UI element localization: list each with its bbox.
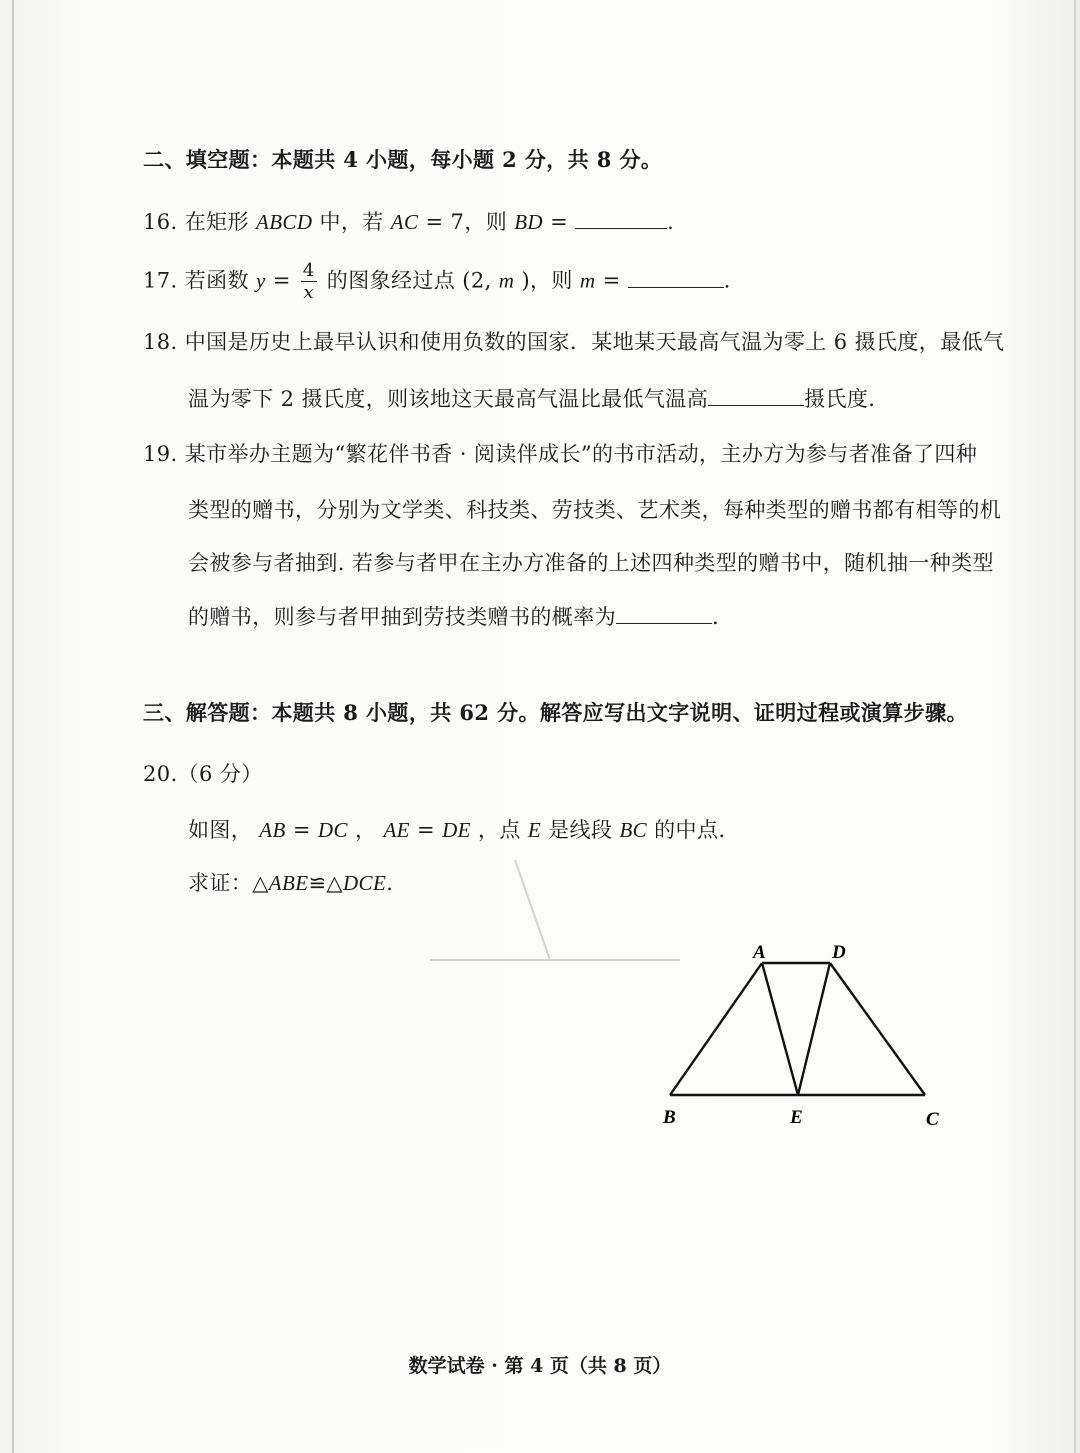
q19-line-2: 类型的赠书，分别为文学类、科技类、劳技类、艺术类，每种类型的赠书都有相等的机 — [188, 498, 1002, 522]
segment-dc — [830, 963, 925, 1095]
q20-var-ab: AB — [259, 818, 286, 842]
label-b: B — [663, 1107, 676, 1128]
q19-line-1: 某市举办主题为“繁花伴书香 · 阅读伴成长”的书市活动，主办方为参与者准备了四种 — [184, 442, 978, 466]
q20-cond-mid: ，点 — [477, 818, 521, 842]
q16-var-bd: BD — [514, 210, 543, 234]
q17-eq: = — [272, 268, 291, 293]
q20-sep: ， — [354, 818, 377, 842]
page-edge-right — [1074, 0, 1076, 1453]
q16-var-ac: AC — [390, 210, 419, 234]
q16-var-abcd: ABCD — [255, 210, 313, 234]
section-3-heading: 三、解答题：本题共 8 小题，共 62 分。解答应写出文字说明、证明过程或演算步骤。 — [143, 700, 968, 725]
label-e: E — [790, 1107, 803, 1128]
question-18-line-1 — [143, 326, 1004, 356]
q19-line-4b: . — [712, 605, 720, 629]
q17-text-pre: 若函数 — [184, 268, 249, 293]
q17-answer-blank[interactable] — [628, 269, 724, 288]
question-19-line-4 — [188, 601, 719, 631]
q18-answer-blank[interactable] — [708, 387, 804, 406]
label-a: A — [753, 942, 766, 963]
q17-text-mid: 的图象经过点 (2, — [326, 268, 492, 293]
q18-number: 18. — [143, 330, 178, 354]
q17-var-y: y — [255, 268, 266, 293]
q20-cond-end: 的中点. — [654, 818, 726, 842]
show-through-ray — [515, 860, 550, 960]
q16-answer-blank[interactable] — [575, 210, 667, 229]
q17-text-post: = — [602, 268, 621, 293]
page-edge-left — [12, 0, 14, 1453]
q19-line-3: 会被参与者抽到. 若参与者甲在主办方准备的上述四种类型的赠书中，随机抽一种类型 — [188, 551, 994, 575]
q20-number: 20.（6 分） — [143, 762, 263, 786]
q20-var-abe: ABE — [268, 871, 309, 895]
q17-fraction — [301, 262, 317, 302]
q20-prove — [188, 867, 393, 897]
q20-prove-pre: 求证：△ — [188, 871, 269, 895]
q20-eq-1: = — [292, 818, 311, 842]
q18-line-2b: 摄氏度. — [804, 387, 876, 411]
question-17 — [143, 262, 731, 302]
q17-end: . — [723, 268, 731, 293]
label-d: D — [832, 942, 846, 963]
q20-cong: ≌△ — [308, 871, 343, 895]
label-c: C — [926, 1109, 939, 1130]
question-18-line-2 — [188, 383, 875, 413]
q16-end: . — [667, 210, 675, 234]
q20-var-e: E — [527, 818, 542, 842]
page-footer: 数学试卷 · 第 4 页（共 8 页） — [408, 1355, 672, 1377]
q16-text-pre: 在矩形 — [184, 210, 249, 234]
q19-line-4a: 的赠书，则参与者甲抽到劳技类赠书的概率为 — [188, 605, 616, 629]
triangle-figure — [640, 930, 970, 1135]
question-19-line-1 — [143, 438, 977, 468]
question-16 — [143, 206, 674, 236]
q20-var-ae: AE — [383, 818, 410, 842]
segment-ae — [762, 963, 798, 1095]
q16-text-eq: = 7，则 — [425, 210, 508, 234]
q17-text-close: )，则 — [521, 268, 573, 293]
q20-var-dce: DCE — [342, 871, 387, 895]
q16-text-post: = — [550, 210, 569, 234]
segment-de — [798, 963, 830, 1095]
q17-var-m: m — [498, 268, 515, 293]
q20-cond-pre: 如图， — [188, 818, 253, 842]
q17-number: 17. — [143, 268, 178, 293]
section-2-heading: 二、填空题：本题共 4 小题，每小题 2 分，共 8 分。 — [143, 147, 663, 172]
segment-ab — [670, 963, 762, 1095]
q20-prove-end: . — [386, 871, 394, 895]
q20-var-de: DE — [442, 818, 471, 842]
q20-cond-post: 是线段 — [548, 818, 613, 842]
q18-line-2a: 温为零下 2 摄氏度，则该地这天最高气温比最低气温高 — [188, 387, 709, 411]
q19-answer-blank[interactable] — [616, 605, 712, 624]
q20-condition — [188, 814, 725, 844]
q17-fraction-denominator: x — [303, 282, 315, 303]
q17-fraction-numerator: 4 — [302, 260, 315, 281]
q20-var-bc: BC — [619, 818, 648, 842]
q20-eq-2: = — [417, 818, 435, 842]
q17-var-m2: m — [579, 268, 596, 293]
q20-var-dc: DC — [317, 818, 348, 842]
q18-line-1: 中国是历史上最早认识和使用负数的国家．某地某天最高气温为零上 6 摄氏度，最低气 — [184, 330, 1005, 354]
q16-text-mid: 中，若 — [319, 210, 384, 234]
q19-number: 19. — [143, 442, 178, 466]
q16-number: 16. — [143, 210, 178, 234]
